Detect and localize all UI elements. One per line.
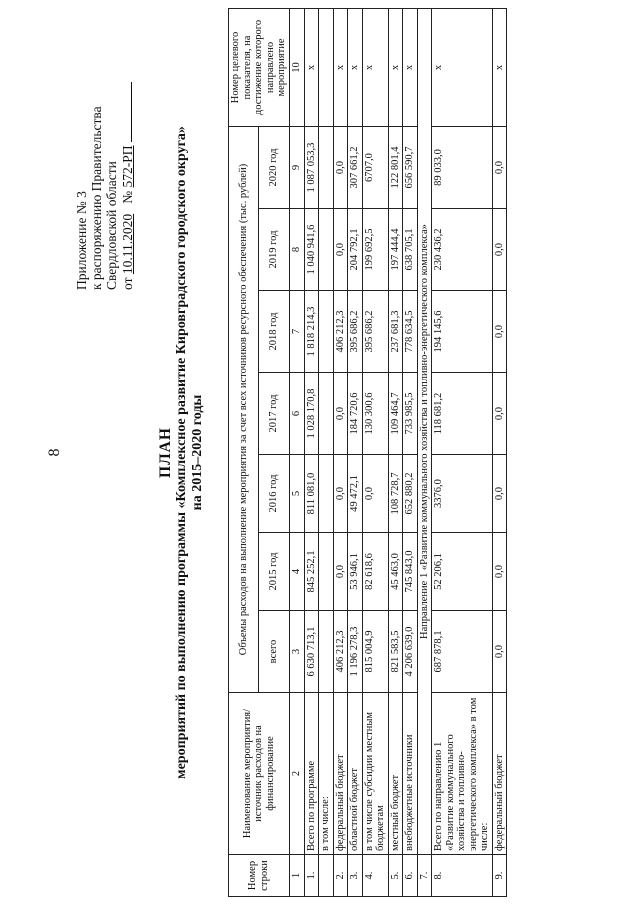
header-target: Номер целевого показателя, на достижение которого направлено мероприятие — [229, 9, 290, 127]
row-target: x — [304, 9, 319, 127]
signature-line — [119, 82, 132, 142]
page-number: 8 — [46, 448, 63, 457]
table-row — [348, 9, 363, 897]
direction-row — [417, 9, 432, 897]
appendix-line-2: к распоряжению Правительства — [89, 106, 104, 290]
appendix-number: 572-РП — [120, 145, 135, 188]
row-name: федеральный бюджет — [492, 693, 507, 855]
column-index: 8 — [289, 209, 304, 291]
table-row — [492, 9, 507, 897]
cell-value — [319, 209, 334, 291]
table-row — [403, 9, 418, 897]
cell-value: 4 206 639,0 — [403, 611, 418, 693]
cell-value: 1 818 214,3 — [304, 291, 319, 373]
cell-value: 0,0 — [333, 127, 348, 209]
cell-value: 778 634,5 — [403, 291, 418, 373]
row-name: федеральный бюджет — [333, 693, 348, 855]
date-prefix: от — [120, 277, 135, 290]
column-index: 10 — [289, 9, 304, 127]
title-line-3: на 2015–2020 годы — [190, 394, 205, 511]
row-name: в том числе субсидии местным бюджетам — [362, 693, 388, 855]
table-row — [333, 9, 348, 897]
cell-value: 194 145,6 — [432, 291, 493, 373]
cell-value: 845 252,1 — [304, 533, 319, 611]
row-number: 5. — [388, 855, 403, 897]
header-year: 2020 год — [259, 127, 289, 209]
row-name: Всего по программе — [304, 693, 319, 855]
header-year: 2018 год — [259, 291, 289, 373]
title-main: ПЛАН — [157, 427, 174, 478]
cell-value: 6707,0 — [362, 127, 388, 209]
cell-value: 237 681,3 — [388, 291, 403, 373]
appendix-date-line — [119, 10, 135, 290]
header-total: всего — [259, 611, 289, 693]
table-row — [304, 9, 319, 897]
cell-value: 0,0 — [492, 455, 507, 533]
cell-value: 118 681,2 — [432, 373, 493, 455]
cell-value: 656 590,7 — [403, 127, 418, 209]
cell-value: 811 081,0 — [304, 455, 319, 533]
cell-value: 3376,0 — [432, 455, 493, 533]
table-row — [388, 9, 403, 897]
row-target: x — [432, 9, 493, 127]
cell-value: 130 300,6 — [362, 373, 388, 455]
row-target — [319, 9, 334, 127]
cell-value: 395 686,2 — [348, 291, 363, 373]
cell-value — [319, 533, 334, 611]
row-number: 8. — [432, 855, 493, 897]
plan-table — [228, 8, 507, 897]
column-index: 7 — [289, 291, 304, 373]
header-row-number: Номер строки — [229, 855, 290, 897]
cell-value: 821 583,5 — [388, 611, 403, 693]
cell-value: 0,0 — [333, 455, 348, 533]
cell-value: 197 444,4 — [388, 209, 403, 291]
cell-value: 204 792,1 — [348, 209, 363, 291]
row-number: 9. — [492, 855, 507, 897]
cell-value: 109 464,7 — [388, 373, 403, 455]
cell-value — [319, 291, 334, 373]
row-target: x — [362, 9, 388, 127]
cell-value: 82 618,6 — [362, 533, 388, 611]
header-name: Наименование мероприятия/ источник расходов на финансирование — [229, 693, 290, 855]
row-name: Всего по направлению 1 «Развитие коммунального хозяйства и топливно-энергетического комплекса» в том числе: — [432, 693, 493, 855]
column-index: 6 — [289, 373, 304, 455]
cell-value: 0,0 — [333, 209, 348, 291]
appendix-line-3: Свердловской области — [104, 161, 119, 290]
cell-value: 0,0 — [492, 291, 507, 373]
cell-value: 6 630 713,1 — [304, 611, 319, 693]
direction-title: Направление 1 «Развитие коммунального хозяйства и топливно-энергетического комплекса» — [417, 9, 432, 855]
cell-value: 0,0 — [492, 209, 507, 291]
row-target: x — [492, 9, 507, 127]
column-index: 2 — [289, 693, 304, 855]
table-row — [362, 9, 388, 897]
column-index: 5 — [289, 455, 304, 533]
header-year: 2015 год — [259, 533, 289, 611]
cell-value: 815 004,9 — [362, 611, 388, 693]
column-index-row — [289, 9, 304, 897]
cell-value: 49 472,1 — [348, 455, 363, 533]
cell-value: 1 087 053,3 — [304, 127, 319, 209]
cell-value — [319, 611, 334, 693]
cell-value — [319, 455, 334, 533]
cell-value: 307 661,2 — [348, 127, 363, 209]
row-number: 4. — [362, 855, 388, 897]
column-index: 3 — [289, 611, 304, 693]
appendix-line-1: Приложение № 3 — [74, 191, 89, 290]
row-name: областной бюджет — [348, 693, 363, 855]
row-number: 1. — [304, 855, 319, 897]
cell-value: 733 985,5 — [403, 373, 418, 455]
cell-value: 0,0 — [492, 611, 507, 693]
header-row-1 — [229, 9, 259, 897]
cell-value: 0,0 — [333, 533, 348, 611]
row-target: x — [403, 9, 418, 127]
cell-value: 122 801,4 — [388, 127, 403, 209]
cell-value: 230 436,2 — [432, 209, 493, 291]
header-year: 2019 год — [259, 209, 289, 291]
cell-value — [319, 373, 334, 455]
cell-value: 1 028 170,8 — [304, 373, 319, 455]
row-name: в том числе: — [319, 693, 334, 855]
cell-value: 199 692,5 — [362, 209, 388, 291]
row-number: 2. — [333, 855, 348, 897]
cell-value: 0,0 — [492, 373, 507, 455]
table-row — [432, 9, 493, 897]
cell-value: 652 880,2 — [403, 455, 418, 533]
row-target: x — [348, 9, 363, 127]
cell-value — [319, 127, 334, 209]
cell-value: 687 878,1 — [432, 611, 493, 693]
cell-value: 0,0 — [362, 455, 388, 533]
row-number — [319, 855, 334, 897]
table-row — [319, 9, 334, 897]
column-index: 1 — [289, 855, 304, 897]
header-year: 2017 год — [259, 373, 289, 455]
row-number: 6. — [403, 855, 418, 897]
cell-value: 745 843,0 — [403, 533, 418, 611]
cell-value: 1 196 278,3 — [348, 611, 363, 693]
cell-value: 0,0 — [492, 127, 507, 209]
cell-value: 184 720,6 — [348, 373, 363, 455]
row-number: 3. — [348, 855, 363, 897]
row-target: x — [333, 9, 348, 127]
document-title — [158, 0, 206, 905]
column-index: 4 — [289, 533, 304, 611]
title-line-2: мероприятий по выполнению программы «Комплексное развитие Кировградского городского округа» — [174, 126, 189, 779]
appendix-date: 10.11.2020 — [120, 213, 135, 275]
row-name: местный бюджет — [388, 693, 403, 855]
column-index: 9 — [289, 127, 304, 209]
row-target: x — [388, 9, 403, 127]
cell-value: 406 212,3 — [333, 291, 348, 373]
cell-value: 45 463,0 — [388, 533, 403, 611]
cell-value: 0,0 — [492, 533, 507, 611]
header-year: 2016 год — [259, 455, 289, 533]
row-name: внебюджетные источники — [403, 693, 418, 855]
cell-value: 1 040 941,6 — [304, 209, 319, 291]
header-volume: Объемы расходов на выполнение мероприятия за счет всех источников ресурсного обеспечения (тыс. рублей) — [229, 127, 259, 693]
number-sign: № — [120, 190, 135, 204]
cell-value: 406 212,3 — [333, 611, 348, 693]
appendix-block — [74, 10, 135, 290]
cell-value: 89 033,0 — [432, 127, 493, 209]
row-number: 7. — [417, 855, 432, 897]
cell-value: 0,0 — [333, 373, 348, 455]
cell-value: 53 946,1 — [348, 533, 363, 611]
cell-value: 395 686,2 — [362, 291, 388, 373]
cell-value: 638 705,1 — [403, 209, 418, 291]
cell-value: 52 206,1 — [432, 533, 493, 611]
cell-value: 108 728,7 — [388, 455, 403, 533]
